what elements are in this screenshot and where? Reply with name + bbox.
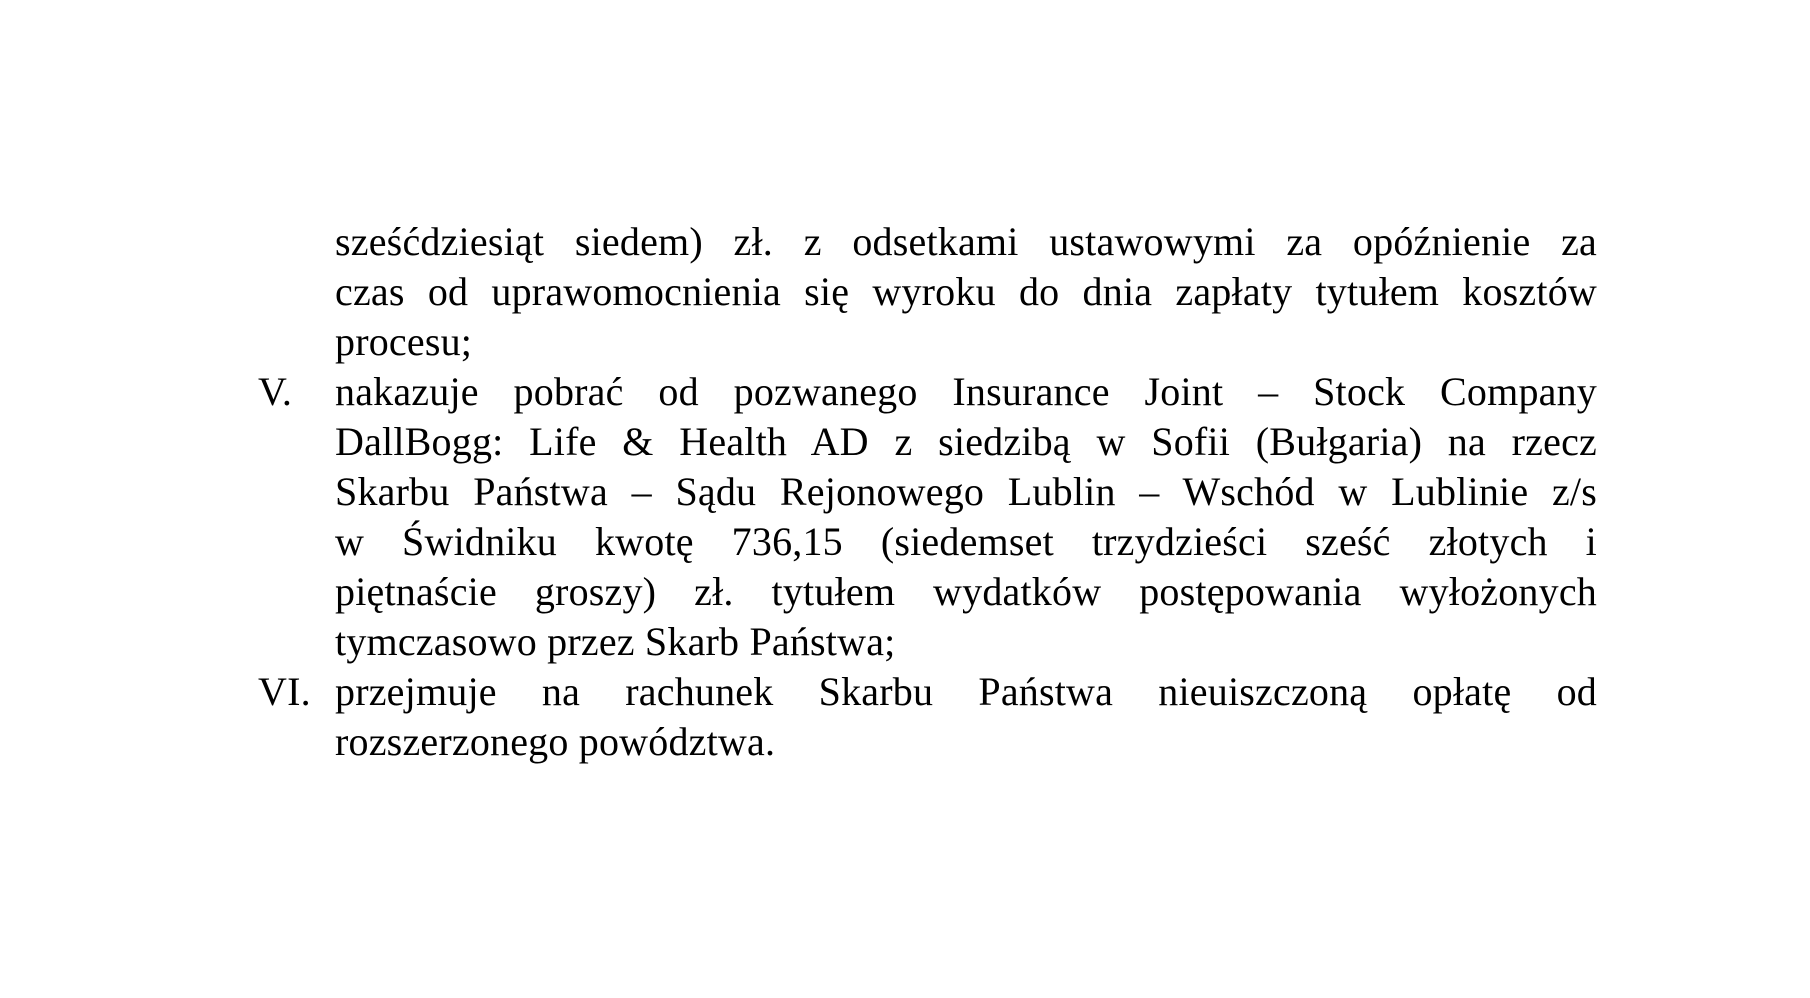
text-line: w Świdniku kwotę 736,15 (siedemset trzydzieści sześć złotych i: [335, 519, 1597, 564]
judgment-item: [258, 667, 1597, 767]
text-line: przejmuje na rachunek Skarbu Państwa nieuiszczoną opłatę od: [335, 669, 1597, 714]
text-line: czas od uprawomocnienia się wyroku do dnia zapłaty tytułem kosztów: [335, 269, 1597, 314]
text-line: rozszerzonego powództwa.: [335, 719, 776, 764]
item-number: VI.: [258, 669, 311, 714]
text-line: tymczasowo przez Skarb Państwa;: [335, 619, 896, 664]
text-line: procesu;: [335, 319, 473, 364]
judgment-text-block: [258, 217, 1597, 767]
text-line: sześćdziesiąt siedem) zł. z odsetkami ustawowymi za opóźnienie za: [335, 219, 1597, 264]
judgment-item: [258, 367, 1597, 667]
text-line: DallBogg: Life & Health AD z siedzibą w Sofii (Bułgaria) na rzecz: [335, 419, 1597, 464]
text-line: nakazuje pobrać od pozwanego Insurance Joint – Stock Company: [335, 369, 1597, 414]
item-number: V.: [258, 369, 293, 414]
text-line: Skarbu Państwa – Sądu Rejonowego Lublin – Wschód w Lublinie z/s: [335, 469, 1597, 514]
judgment-item: [335, 217, 1597, 367]
text-line: piętnaście groszy) zł. tytułem wydatków postępowania wyłożonych: [335, 569, 1597, 614]
